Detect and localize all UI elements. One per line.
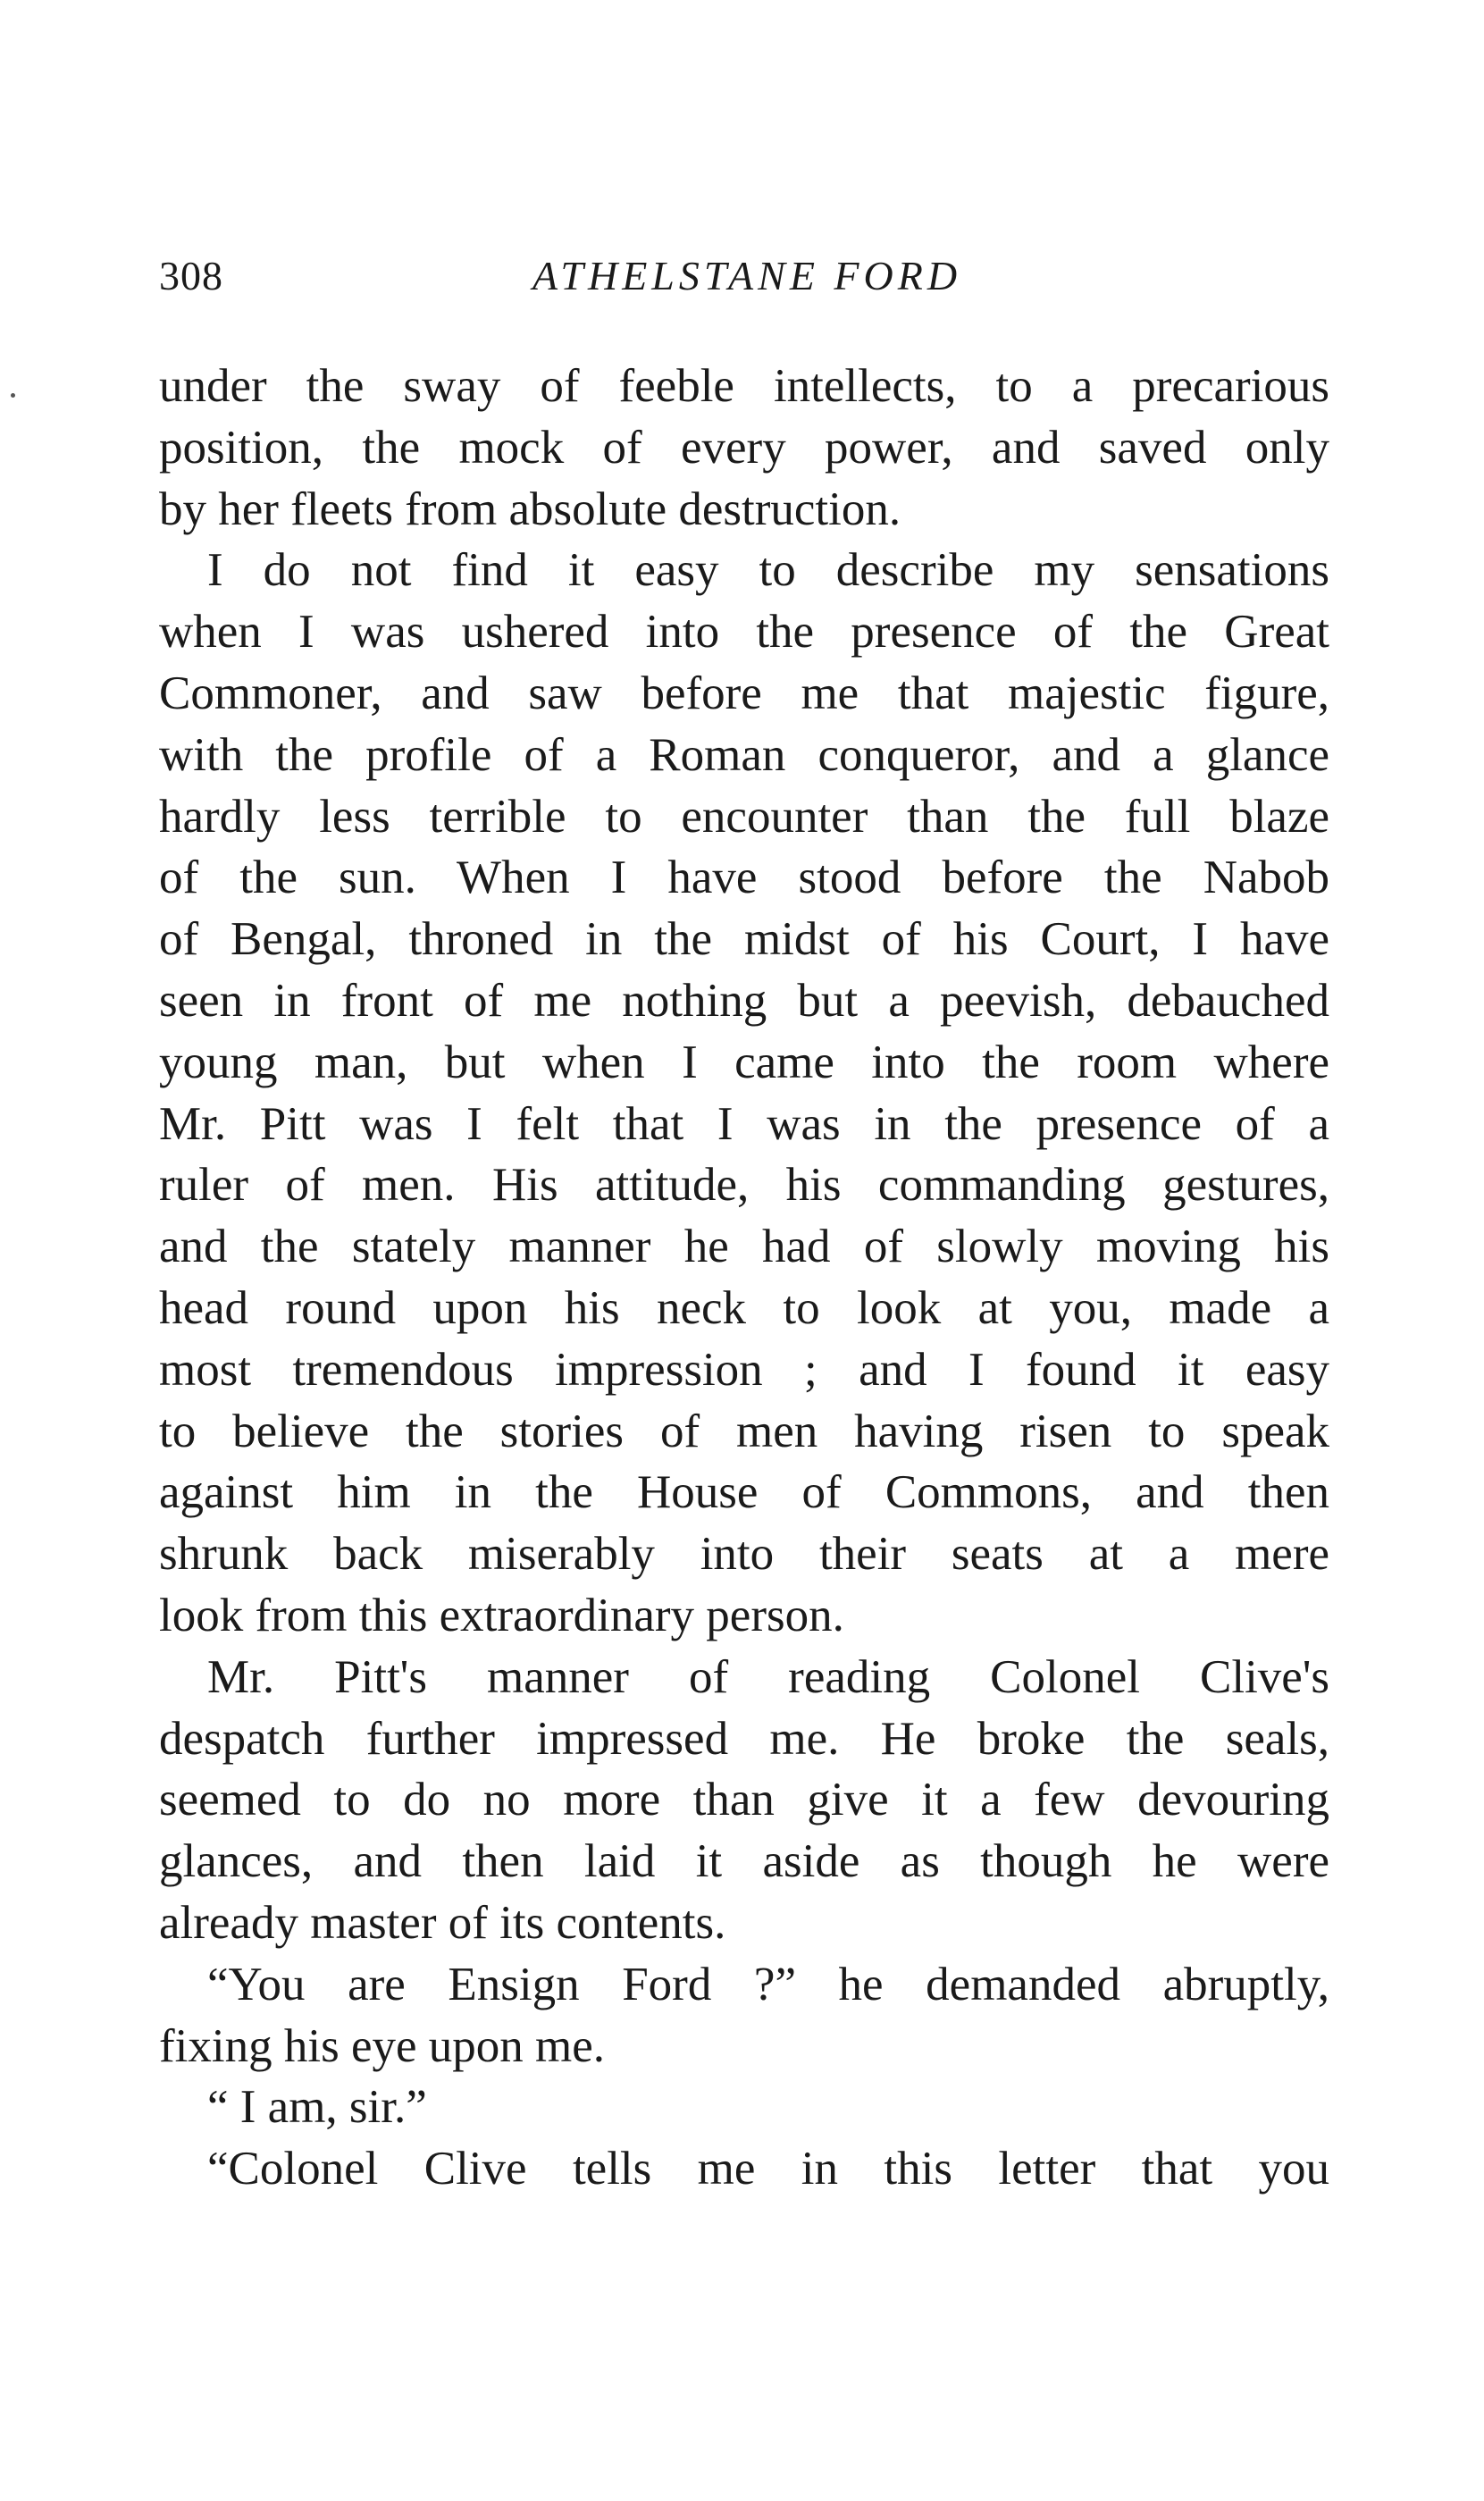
text-line: Mr. Pitt's manner of reading Colonel Clive's — [207, 1650, 1329, 1703]
text-line: shrunk back miserably into their seats at a mere — [159, 1528, 1329, 1581]
running-head — [159, 252, 1329, 315]
text-line: seen in front of me nothing but a peevish, debauched — [159, 974, 1329, 1027]
page-number: 308 — [159, 253, 223, 298]
text-line: already master of its contents. — [159, 1896, 726, 1949]
text-line: of Bengal, throned in the midst of his Court, I have — [159, 913, 1329, 966]
text-line: Mr. Pitt was I felt that I was in the presence of a — [159, 1097, 1329, 1150]
text-line: “Colonel Clive tells me in this letter that you — [207, 2143, 1329, 2195]
text-line: fixing his eye upon me. — [159, 2019, 605, 2072]
text-line: despatch further impressed me. He broke the seals, — [159, 1712, 1329, 1765]
text-line: hardly less terrible to encounter than the full blaze — [159, 790, 1329, 843]
running-title: ATHELSTANE FORD — [532, 253, 962, 298]
text-line: seemed to do no more than give it a few devouring — [159, 1774, 1329, 1826]
text-line: “You are Ensign Ford ?” he demanded abruptly, — [207, 1958, 1329, 2010]
text-line: I do not find it easy to describe my sensations — [207, 544, 1329, 597]
margin-mark — [11, 393, 15, 398]
text-line: to believe the stories of men having risen to speak — [159, 1405, 1329, 1457]
text-line: ruler of men. His attitude, his commanding gestures, — [159, 1159, 1329, 1212]
text-line: “ I am, sir.” — [207, 2081, 427, 2134]
text-line: under the sway of feeble intellects, to a precarious — [159, 360, 1329, 412]
text-line: most tremendous impression ; and I found it easy — [159, 1343, 1329, 1396]
text-line: head round upon his neck to look at you, made a — [159, 1281, 1329, 1334]
text-line: position, the mock of every power, and saved only — [159, 421, 1329, 474]
text-line: Commoner, and saw before me that majestic figure, — [159, 667, 1329, 719]
text-line: of the sun. When I have stood before the Nabob — [159, 852, 1329, 904]
text-line: and the stately manner he had of slowly moving his — [159, 1221, 1329, 1273]
text-line: young man, but when I came into the room where — [159, 1036, 1329, 1088]
text-line: when I was ushered into the presence of the Great — [159, 606, 1329, 659]
text-line: with the profile of a Roman conqueror, and a glance — [159, 728, 1329, 781]
body-text — [159, 356, 1329, 2200]
text-line: by her fleets from absolute destruction. — [159, 483, 901, 535]
text-line: glances, and then laid it aside as though he were — [159, 1835, 1329, 1888]
text-line: look from this extraordinary person. — [159, 1589, 844, 1641]
text-line: against him in the House of Commons, and then — [159, 1466, 1329, 1519]
